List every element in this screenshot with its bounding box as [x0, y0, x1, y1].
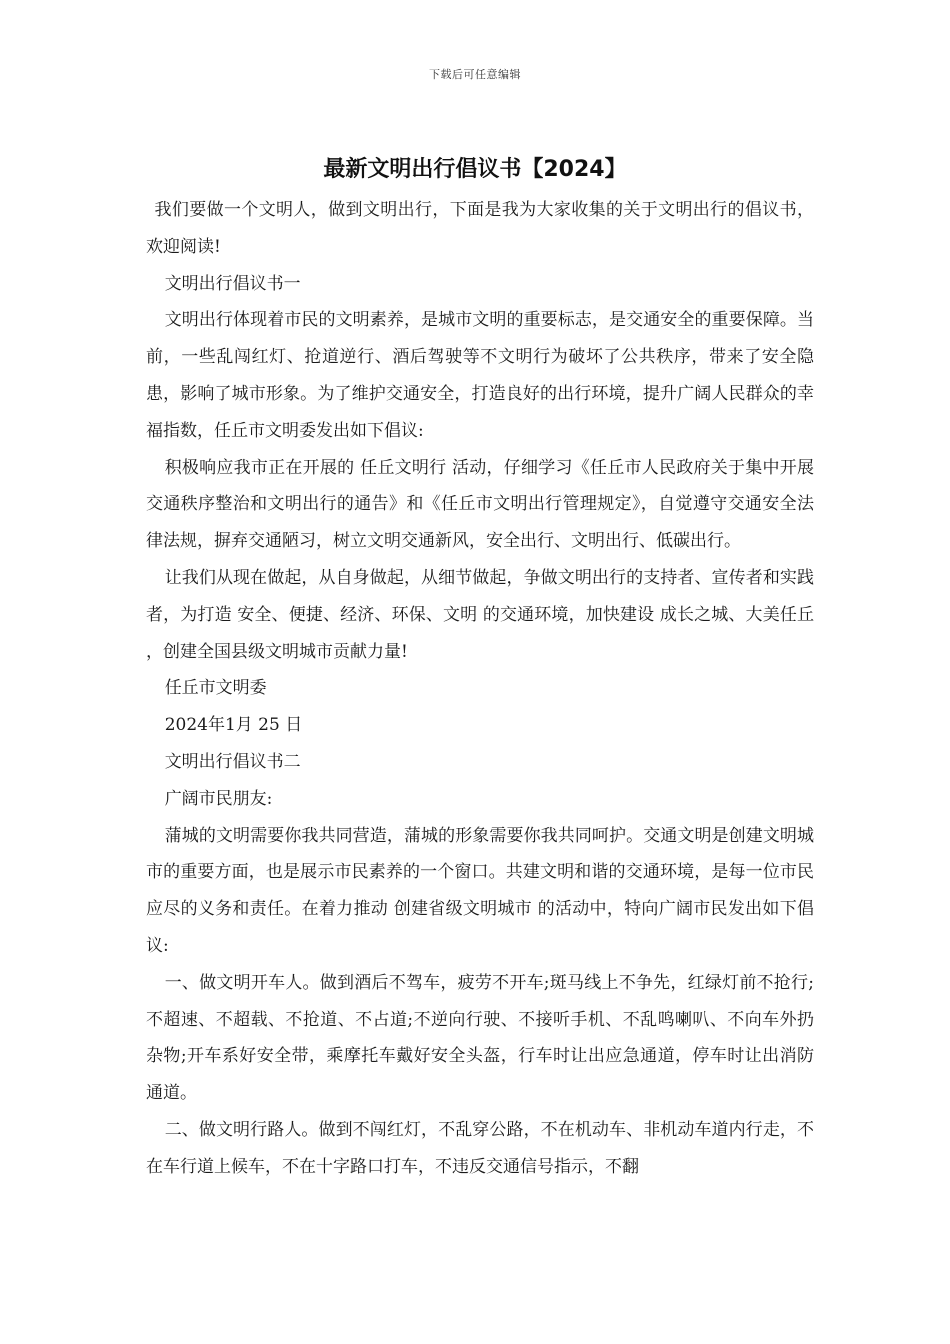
- paragraph: 文明出行体现着市民的文明素养，是城市文明的重要标志，是交通安全的重要保障。当前，一些乱闯红灯、抢道逆行、酒后驾驶等不文明行为破坏了公共秩序，带来了安全隐患，影响了城市形象。为了维护交通安全，打造良好的出行环境，提升广阔人民群众的幸福指数，任丘市文明委发出如下倡议:: [146, 310, 814, 441]
- document-title: 最新文明出行倡议书【2024】: [323, 157, 627, 182]
- document-body: [146, 192, 814, 1186]
- salutation: 广阔市民朋友:: [164, 788, 273, 809]
- intro-paragraph: 我们要做一个文明人，做到文明出行，下面是我为大家收集的关于文明出行的倡议书，欢迎阅读!: [146, 200, 814, 257]
- paragraph: 让我们从现在做起，从自身做起，从细节做起，争做文明出行的支持者、宣传者和实践者，为打造 安全、便捷、经济、环保、文明 的交通环境，加快建设 成长之城、大美任丘 ，创建全国县级文明城市贡献力量!: [146, 567, 814, 662]
- paragraph: 一、做文明开车人。做到酒后不驾车，疲劳不开车;斑马线上不争先，红绿灯前不抢行;不超速、不超载、不抢道、不占道;不逆向行驶、不接听手机、不乱鸣喇叭、不向车外扔杂物;开车系好安全带，乘摩托车戴好安全头盔，行车时让出应急通道，停车时让出消防通道。: [146, 972, 814, 1104]
- section-heading-1: 文明出行倡议书一: [164, 273, 301, 294]
- paragraph: 积极响应我市正在开展的 任丘文明行 活动，仔细学习《任丘市人民政府关于集中开展交通秩序整治和文明出行的通告》和《任丘市文明出行管理规定》，自觉遵守交通安全法律法规，摒弃交通陋习，树立文明交通新风，安全出行、文明出行、低碳出行。: [146, 457, 814, 552]
- header-note: 下载后可任意编辑: [429, 68, 521, 81]
- paragraph: 蒲城的文明需要你我共同营造，蒲城的形象需要你我共同呵护。交通文明是创建文明城市的重要方面，也是展示市民素养的一个窗口。共建文明和谐的交通环境，是每一位市民应尽的义务和责任。在着力推动 创建省级文明城市 的活动中，特向广阔市民发出如下倡议:: [146, 825, 814, 956]
- signature-org: 任丘市文明委: [164, 678, 267, 699]
- signature-date: 2024年1月 25 日: [164, 715, 303, 736]
- paragraph: 二、做文明行路人。做到不闯红灯，不乱穿公路，不在机动车、非机动车道内行走，不在车行道上候车，不在十字路口打车，不违反交通信号指示，不翻: [146, 1119, 814, 1177]
- section-heading-2: 文明出行倡议书二: [164, 751, 301, 772]
